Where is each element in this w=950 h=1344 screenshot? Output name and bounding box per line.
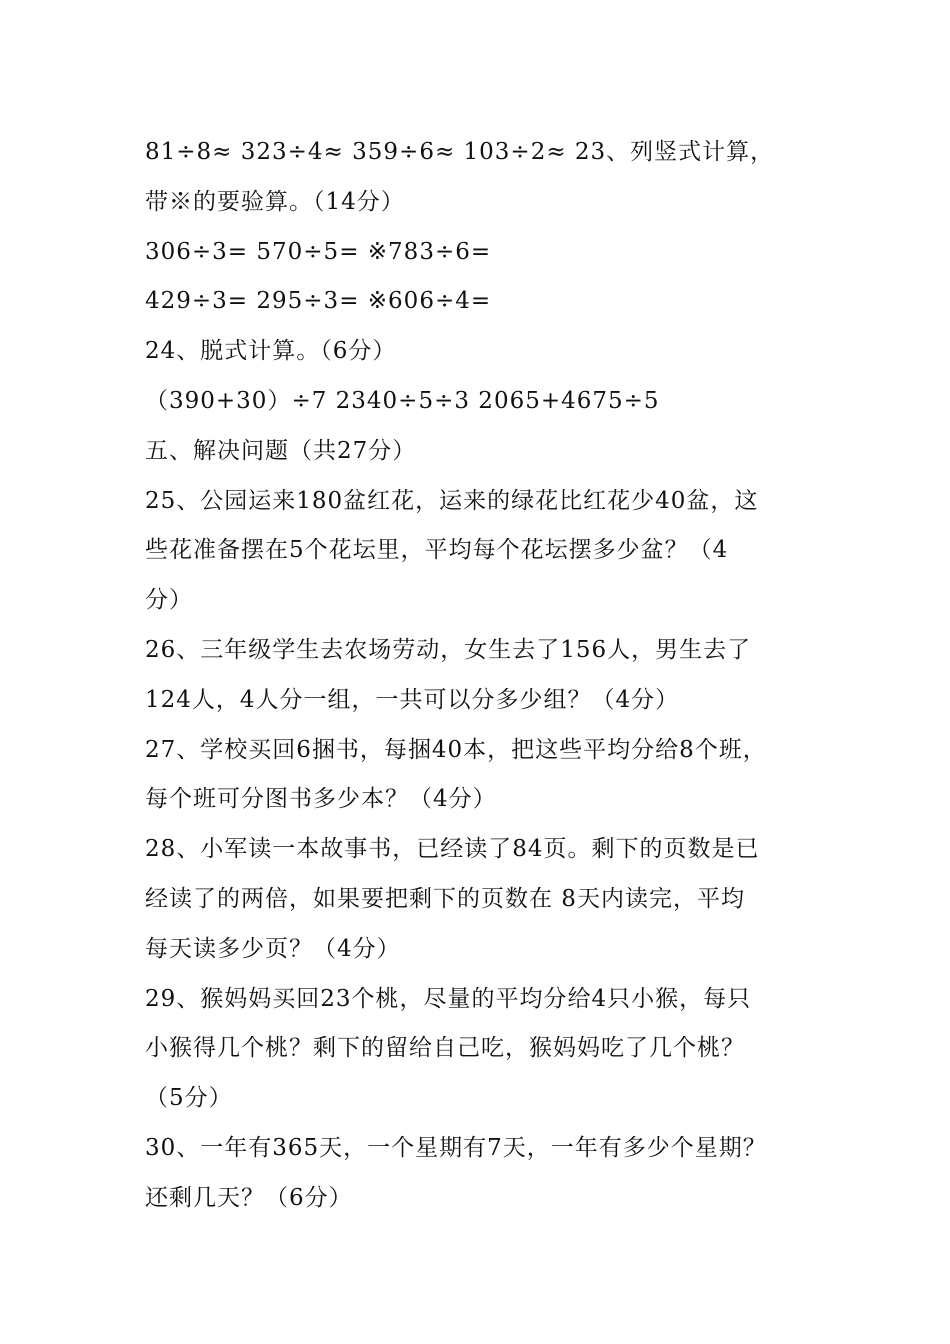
- question-25-line-3: 分）: [145, 587, 193, 614]
- question-29-line-3: （5分）: [145, 1085, 233, 1112]
- step-calc-row: （390+30）÷7 2340÷5÷3 2065+4675÷5: [145, 387, 660, 414]
- vertical-calc-row-1: 306÷3= 570÷5= ※783÷6=: [145, 238, 492, 265]
- question-28-line-2: 经读了的两倍，如果要把剩下的页数在 8天内读完，平均: [145, 885, 745, 912]
- question-29-line-2: 小猴得几个桃？剩下的留给自己吃，猴妈妈吃了几个桃？: [145, 1035, 745, 1062]
- section-5-heading: 五、解决问题（共27分）: [145, 437, 417, 464]
- question-28-line-3: 每天读多少页？（4分）: [145, 935, 401, 962]
- question-28-line-1: 28、小军读一本故事书，已经读了84页。剩下的页数是已: [145, 836, 760, 863]
- question-29-line-1: 29、猴妈妈买回23个桃，尽量的平均分给4只小猴，每只: [145, 985, 752, 1012]
- question-27-line-1: 27、学校买回6捆书，每捆40本，把这些平均分给8个班，: [145, 736, 767, 763]
- vertical-calc-row-2: 429÷3= 295÷3= ※606÷4=: [145, 288, 492, 315]
- question-30-line-2: 还剩几天？（6分）: [145, 1184, 353, 1211]
- question-26-line-1: 26、三年级学生去农场劳动，女生去了156人，男生去了: [145, 636, 752, 663]
- question-30-line-1: 30、一年有365天，一个星期有7天，一年有多少个星期？: [145, 1134, 767, 1161]
- section-24-heading: 24、脱式计算。（6分）: [145, 338, 397, 365]
- estimate-line: 81÷8≈ 323÷4≈ 359÷6≈ 103÷2≈ 23、列竖式计算，: [145, 139, 775, 165]
- question-25-line-1: 25、公园运来180盆红花，运来的绿花比红花少40盆，这: [145, 487, 759, 514]
- section-23-note: 带※的要验算。（14分）: [145, 188, 405, 215]
- question-25-line-2: 些花准备摆在5个花坛里，平均每个花坛摆多少盆？（4: [145, 537, 729, 564]
- document-body: [145, 128, 825, 1224]
- question-26-line-2: 124人，4人分一组，一共可以分多少组？（4分）: [145, 686, 680, 713]
- question-27-line-2: 每个班可分图书多少本？（4分）: [145, 786, 497, 813]
